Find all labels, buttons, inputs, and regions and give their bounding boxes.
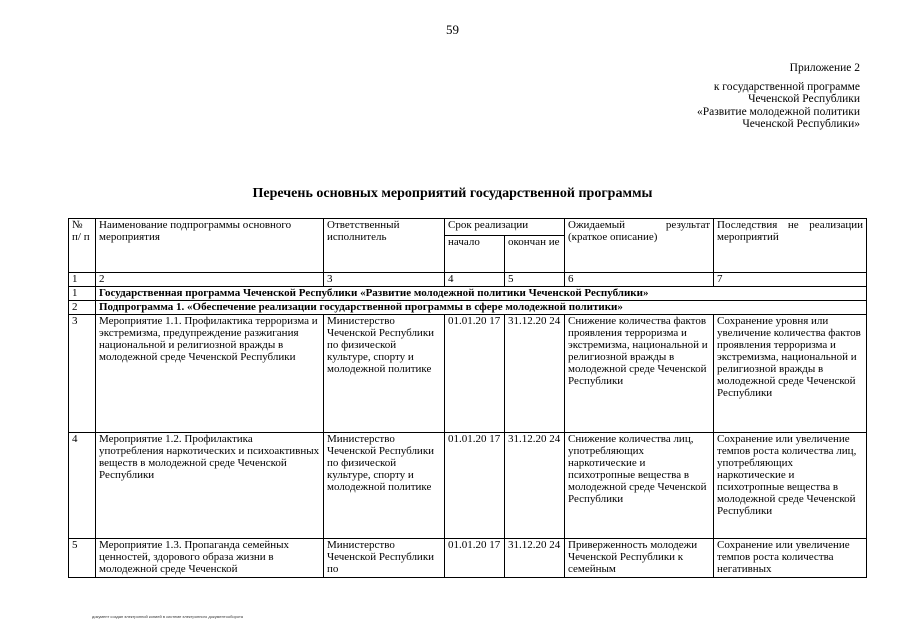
appendix-line: Чеченской Республики [748, 93, 860, 105]
row-name: Мероприятие 1.2. Профилактика употребления наркотических и психоактивных веществ в молодежной среде Чеченской Республики [96, 433, 324, 539]
row-start: 01.01.20 17 [445, 315, 505, 433]
row-executor: Министерство Чеченской Республики по физической культуре, спорту и молодежной политике [324, 433, 445, 539]
page-number: 59 [446, 22, 459, 37]
row-name: Мероприятие 1.3. Пропаганда семейных ценностей, здорового образа жизни в молодежной среде Чеченской [96, 539, 324, 578]
row-start: 01.01.20 17 [445, 433, 505, 539]
row-name: Мероприятие 1.1. Профилактика терроризма и экстремизма, предупреждение разжигания национальной и религиозной вражды в молодежной среде Чеченской Республики [96, 315, 324, 433]
appendix-title: Приложение 2 [789, 62, 860, 74]
header-end: окончан ие [505, 236, 565, 273]
appendix-block [560, 62, 860, 131]
column-number: 1 [69, 273, 96, 287]
header-consequences: Последствия не реализации мероприятий [714, 219, 867, 273]
header-period: Срок реализации [445, 219, 565, 236]
subprogram-row-title: Подпрограмма 1. «Обеспечение реализации государственной программы в сфере молодежной политики» [96, 301, 867, 315]
table-row [69, 315, 867, 433]
program-row-title: Государственная программа Чеченской Республики «Развитие молодежной политики Чеченской Республики» [96, 287, 867, 301]
header-name: Наименование подпрограммы основного мероприятия [96, 219, 324, 273]
table-row [69, 539, 867, 578]
header-executor: Ответственный исполнитель [324, 219, 445, 273]
row-consequences: Сохранение уровня или увеличение количества фактов проявления терроризма и экстремизма, национальной и религиозной вражды в молодежной среде Чеченской Республики [714, 315, 867, 433]
row-executor: Министерство Чеченской Республики по [324, 539, 445, 578]
appendix-line: «Развитие молодежной политики [697, 105, 860, 118]
row-num: 3 [69, 315, 96, 433]
row-end: 31.12.20 24 [505, 315, 565, 433]
row-end: 31.12.20 24 [505, 433, 565, 539]
row-consequences: Сохранение или увеличение темпов роста количества негативных [714, 539, 867, 578]
row-start: 01.01.20 17 [445, 539, 505, 578]
row-end: 31.12.20 24 [505, 539, 565, 578]
column-number: 7 [714, 273, 867, 287]
column-number: 2 [96, 273, 324, 287]
header-start: начало [445, 236, 505, 273]
activities-table [68, 218, 867, 578]
row-num: 4 [69, 433, 96, 539]
row-num: 5 [69, 539, 96, 578]
row-consequences: Сохранение или увеличение темпов роста количества лиц, употребляющих наркотические и психотропные вещества в молодежной среде Чеченской Республики [714, 433, 867, 539]
table-row [69, 433, 867, 539]
program-row-num: 1 [69, 287, 96, 301]
appendix-line: к государственной программе [713, 80, 860, 93]
row-result: Снижение количества фактов проявления терроризма и экстремизма, национальной и религиозной вражды в молодежной среде Чеченской Республики [565, 315, 714, 433]
column-number: 4 [445, 273, 505, 287]
document-title: Перечень основных мероприятий государственной программы [252, 186, 653, 201]
column-number: 3 [324, 273, 445, 287]
header-num: № п/ п [69, 219, 96, 273]
subprogram-row-num: 2 [69, 301, 96, 315]
header-result: Ожидаемый результат (краткое описание) [565, 219, 714, 273]
footer-note: документ создан электронной копией в системе электронного документооборота [92, 614, 243, 619]
row-result: Снижение количества лиц, употребляющих наркотические и психотропные вещества в молодежной среде Чеченской Республики [565, 433, 714, 539]
appendix-line: Чеченской Республики» [742, 118, 860, 130]
column-number: 5 [505, 273, 565, 287]
row-result: Приверженность молодежи Чеченской Республики к семейным [565, 539, 714, 578]
row-executor: Министерство Чеченской Республики по физической культуре, спорту и молодежной политике [324, 315, 445, 433]
column-number: 6 [565, 273, 714, 287]
